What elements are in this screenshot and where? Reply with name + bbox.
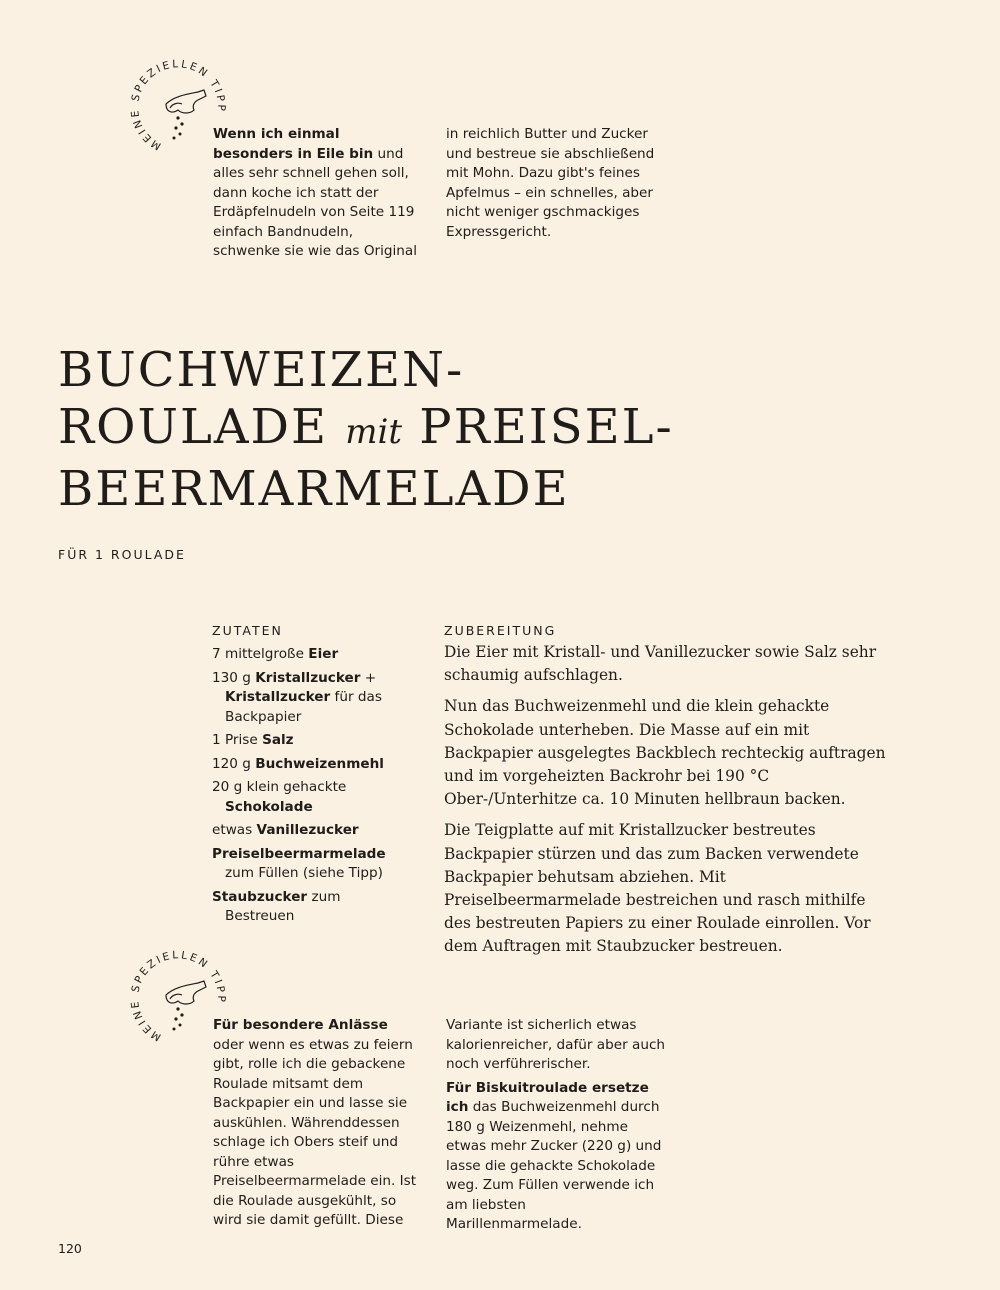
ingredient-item: Staubzucker zum Bestreuen	[212, 888, 341, 924]
tip2-column-1	[213, 1016, 418, 1231]
title-line-1: BUCHWEIZEN-	[58, 342, 465, 398]
preparation-steps	[444, 641, 894, 967]
tip1-column-1	[213, 125, 418, 262]
ingredients-heading: ZUTATEN	[212, 623, 283, 638]
ingredients-list	[212, 645, 412, 931]
ingredient-item: 20 g klein gehackte Schokolade	[212, 779, 347, 815]
tip2-variant: Für Biskuitroulade ersetze ich das Buchweizenmehl durch 180 g Weizenmehl, nehme etwas mehr Zucker (220 g) und lasse die gehackte Schokolade weg. Zum Füllen verwende ich am liebsten Marillenmarmelade.	[446, 1079, 662, 1232]
tip1-lead: Wenn ich einmal besonders in Eile bin	[213, 126, 374, 162]
preparation-step: Die Teigplatte auf mit Kristallzucker bestreutes Backpapier stürzen und das zum Backen verwendete Backpapier behutsam abziehen. Mit Preiselbeermarmelade bestreichen und rasch mithilfe des bestreuten Papiers zu einer Roulade einrollen. Vor dem Auftragen mit Staubzucker bestreuen.	[444, 821, 871, 956]
stamp-text: MEINE SPEZIELLEN TIPP	[128, 949, 228, 1044]
ingredient-item: 7 mittelgroße Eier	[212, 646, 339, 662]
sprinkling-hand-icon	[166, 981, 206, 1030]
ingredient-item: 130 g Kristallzucker + Kristallzucker für das Backpapier	[212, 669, 382, 725]
recipe-title	[58, 342, 674, 518]
tip1-text: und alles sehr schnell gehen soll, dann koche ich statt der Erdäpfelnudeln von Seite 119 einfach Bandnudeln, schwenke sie wie das Original	[213, 145, 418, 259]
tip2-text: oder wenn es etwas zu feiern gibt, rolle ich die gebackene Roulade mitsamt dem Backpapier ein und lasse sie auskühlen. Währenddessen schlage ich Obers steif und rühre etwas Preiselbeermarmelade ein. Ist die Roulade ausgekühlt, so wird sie damit gefüllt. Diese	[213, 1036, 417, 1228]
ingredient-item: 1 Prise Salz	[212, 732, 294, 748]
ingredient-item: Preiselbeermarmelade zum Füllen (siehe Tipp)	[212, 845, 386, 881]
sprinkling-hand-icon	[166, 90, 206, 139]
preparation-step: Die Eier mit Kristall- und Vanillezucker sowie Salz sehr schaumig aufschlagen.	[444, 643, 877, 685]
preparation-heading: ZUBEREITUNG	[444, 623, 557, 638]
tip2-lead: Für besondere Anlässe	[213, 1017, 388, 1033]
tip1-text-continued: in reichlich Butter und Zucker und bestreue sie abschließend mit Mohn. Dazu gibt's feines Apfelmus – ein schnelles, aber nicht weniger gschmackiges Expressgericht.	[446, 126, 655, 240]
ingredient-item: etwas Vanillezucker	[212, 822, 359, 838]
title-line-3: BEERMARMELADE	[58, 461, 570, 517]
tip2-text-continued: Variante ist sicherlich etwas kalorienreicher, dafür aber auch noch verführerischer.	[446, 1017, 666, 1072]
servings-label: FÜR 1 ROULADE	[58, 547, 186, 562]
stamp-text: MEINE SPEZIELLEN TIPP	[128, 58, 228, 153]
title-italic-word: mit	[345, 412, 403, 452]
preparation-step: Nun das Buchweizenmehl und die klein gehackte Schokolade unterheben. Die Masse auf ein mit Backpapier ausgelegtes Backblech rechteckig auftragen und im vorgeheizten Backrohr bei 190 °C Ober-/Unterhitze ca. 10 Minuten hellbraun backen.	[444, 697, 886, 809]
tip2-column-2	[446, 1016, 666, 1235]
ingredient-item: 120 g Buchweizenmehl	[212, 755, 384, 772]
page-number: 120	[58, 1241, 82, 1256]
tip1-column-2	[446, 125, 661, 242]
title-line-2: ROULADE mit PREISEL-	[58, 399, 674, 455]
